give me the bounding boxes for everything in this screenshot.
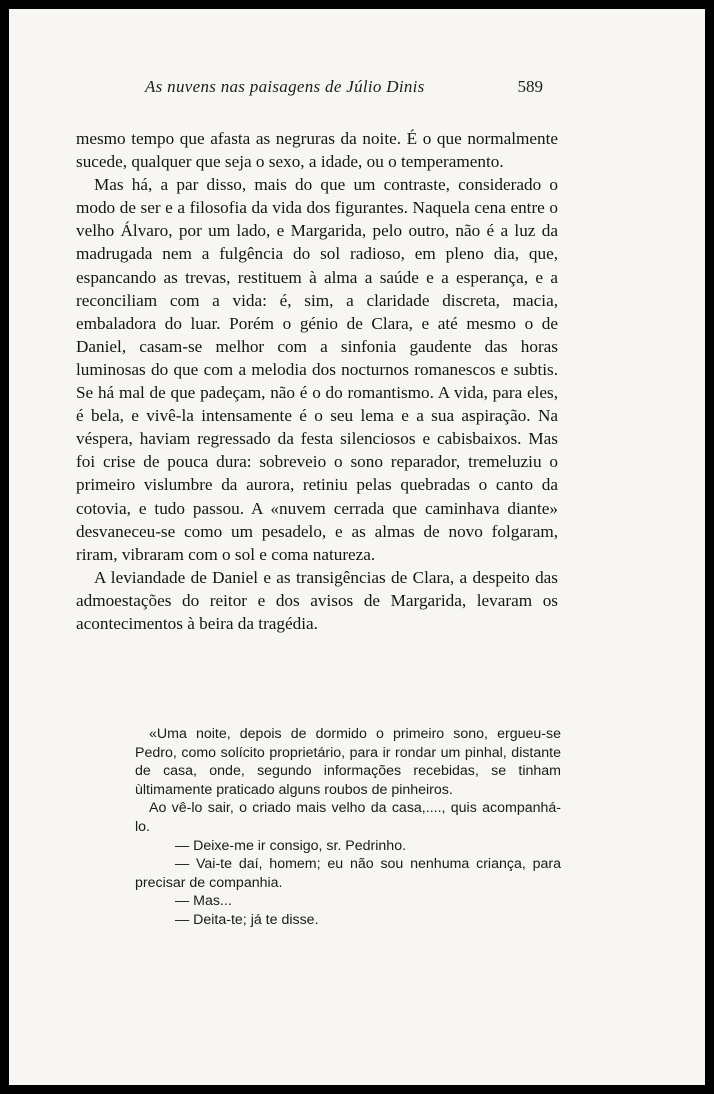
quote-dialog-line: — Vai-te daí, homem; eu não sou nenhuma criança, para precisar de companhia. <box>135 856 561 891</box>
book-page <box>9 9 705 1085</box>
block-quote <box>135 725 561 930</box>
quote-paragraph: «Uma noite, depois de dormido o primeiro sono, ergueu-se Pedro, como solícito proprietário, para ir rondar um pinhal, distante de casa, onde, segundo informações recebidas, se tinham ùltimamente praticado alguns roubos de pinheiros. <box>135 726 561 798</box>
running-title: As nuvens nas paisagens de Júlio Dinis <box>145 77 425 96</box>
quote-dialog-line: — Deita-te; já te disse. <box>175 911 319 928</box>
page-header <box>9 77 705 101</box>
page-number: 589 <box>517 77 543 96</box>
quote-dialog-line: — Mas... <box>175 893 232 910</box>
quote-paragraph: Ao vê-lo sair, o criado mais velho da casa,...., quis acompanhá-lo. <box>135 800 561 835</box>
paragraph: A leviandade de Daniel e as transigências de Clara, a despeito das admoestações do reitor e dos avisos de Margarida, levaram os acontecimentos à beira da tragédia. <box>76 567 558 633</box>
body-text <box>76 127 558 635</box>
paragraph: mesmo tempo que afasta as negruras da noite. É o que normalmente sucede, qualquer que seja o sexo, a idade, ou o temperamento. <box>76 129 558 172</box>
quote-dialog-line: — Deixe-me ir consigo, sr. Pedrinho. <box>175 837 407 854</box>
paragraph: Mas há, a par disso, mais do que um contraste, considerado o modo de ser e a filosofia da vida dos figurantes. Naquela cena entre o velho Álvaro, por um lado, e Margarida, pelo outro, não é a luz da madrugada nem a fulgência do sol radioso, em pleno dia, que, espancando as trevas, restituem à alma a saúde e a esperança, e a reconciliam com a vida: é, sim, a claridade discreta, macia, embaladora do luar. Porém o génio de Clara, e até mesmo o de Daniel, casam-se melhor com a sinfonia gaudente das horas luminosas do que com a melodia dos nocturnos romanescos e subtis. Se há mal de que padeçam, não é o do romantismo. A vida, para eles, é bela, e vivê-la intensamente é o seu lema e a sua aspiração. Na véspera, haviam regressado da festa silenciosos e cabisbaixos. Mas foi crise de pouca dura: sobreveio o sono reparador, tremeluziu o primeiro vislumbre da aurora, retiniu pelas quebradas o canto da cotovia, e tudo passou. A «nuvem cerrada que caminhava diante» desvaneceu-se como um pesadelo, e as almas de novo folgaram, riram, vibraram com o sol e coma natureza. <box>76 175 558 564</box>
